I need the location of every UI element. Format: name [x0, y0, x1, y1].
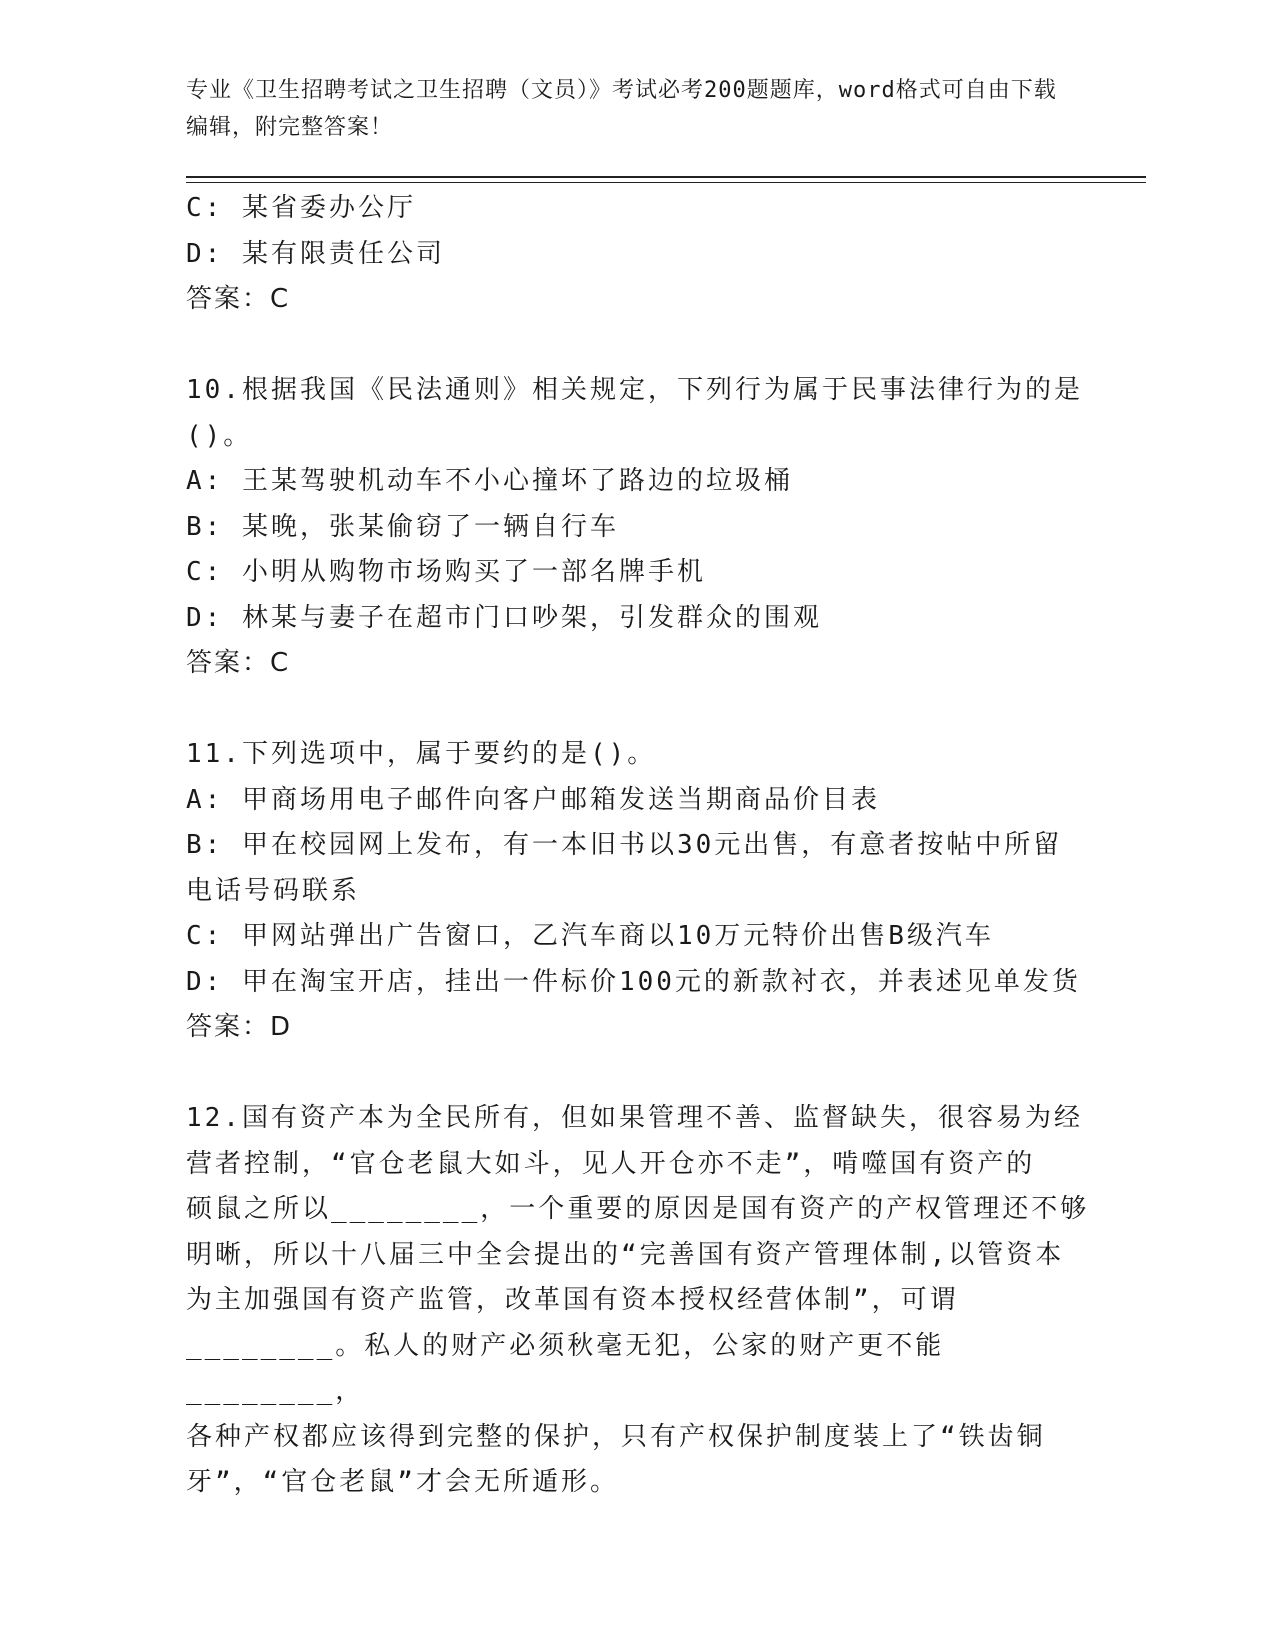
option-line: D: 林某与妻子在超市门口吵架，引发群众的围观	[186, 602, 822, 633]
question-stem: 明晰，所以十八届三中全会提出的“完善国有资产管理体制,以管资本	[186, 1239, 1065, 1270]
question-stem: ________。私人的财产必须秋毫无犯，公家的财产更不能________，	[186, 1330, 945, 1406]
option-line: B: 甲在校园网上发布，有一本旧书以30元出售，有意者按帖中所留	[186, 830, 1063, 860]
question-block	[186, 368, 1106, 687]
question-stem: 硕鼠之所以________，一个重要的原因是国有资产的产权管理还不够	[186, 1194, 1090, 1224]
question-stem: 12.国有资产本为全民所有，但如果管理不善、监督缺失，很容易为经	[186, 1103, 1083, 1133]
question-list	[186, 186, 1106, 1506]
question-stem: 牙”，“官仓老鼠”才会无所遁形。	[186, 1467, 619, 1497]
option-line: B: 某晚，张某偷窃了一辆自行车	[186, 511, 619, 542]
document-title: 专业《卫生招聘考试之卫生招聘（文员）》考试必考200题题库，word格式可自由下载编辑，附完整答案！	[186, 78, 1057, 140]
answer-line: 答案：C	[186, 284, 291, 314]
option-line: D: 甲在淘宝开店，挂出一件标价100元的新款衬衣，并表述见单发货	[186, 966, 1081, 997]
option-line: D: 某有限责任公司	[186, 238, 445, 269]
question-block	[186, 186, 1106, 323]
document-header	[186, 72, 1066, 146]
answer-line: 答案：C	[186, 648, 291, 678]
spacer	[186, 323, 1106, 369]
question-stem: 各种产权都应该得到完整的保护，只有产权保护制度装上了“铁齿铜	[186, 1421, 1046, 1452]
question-stem: 为主加强国有资产监管，改革国有资本授权经营体制”，可谓	[186, 1285, 959, 1315]
question-stem: ()。	[186, 420, 253, 451]
option-line: C: 甲网站弹出广告窗口，乙汽车商以10万元特价出售B级汽车	[186, 921, 994, 951]
spacer	[186, 1051, 1106, 1097]
option-line: 电话号码联系	[186, 875, 361, 906]
question-stem: 10.根据我国《民法通则》相关规定，下列行为属于民事法律行为的是	[186, 375, 1083, 405]
header-rule-thick	[186, 176, 1146, 178]
question-stem: 11.下列选项中，属于要约的是()。	[186, 739, 657, 769]
question-block	[186, 1096, 1106, 1506]
option-line: A: 甲商场用电子邮件向客户邮箱发送当期商品价目表	[186, 784, 880, 815]
option-line: C: 某省委办公厅	[186, 193, 416, 223]
option-line: C: 小明从购物市场购买了一部名牌手机	[186, 557, 706, 587]
option-line: A: 王某驾驶机动车不小心撞坏了路边的垃圾桶	[186, 466, 793, 496]
spacer	[186, 687, 1106, 733]
question-block	[186, 732, 1106, 1051]
question-stem: 营者控制，“官仓老鼠大如斗，见人开仓亦不走”，啃噬国有资产的	[186, 1148, 1036, 1179]
header-rule-thin	[186, 182, 1146, 183]
answer-line: 答案：D	[186, 1012, 293, 1042]
